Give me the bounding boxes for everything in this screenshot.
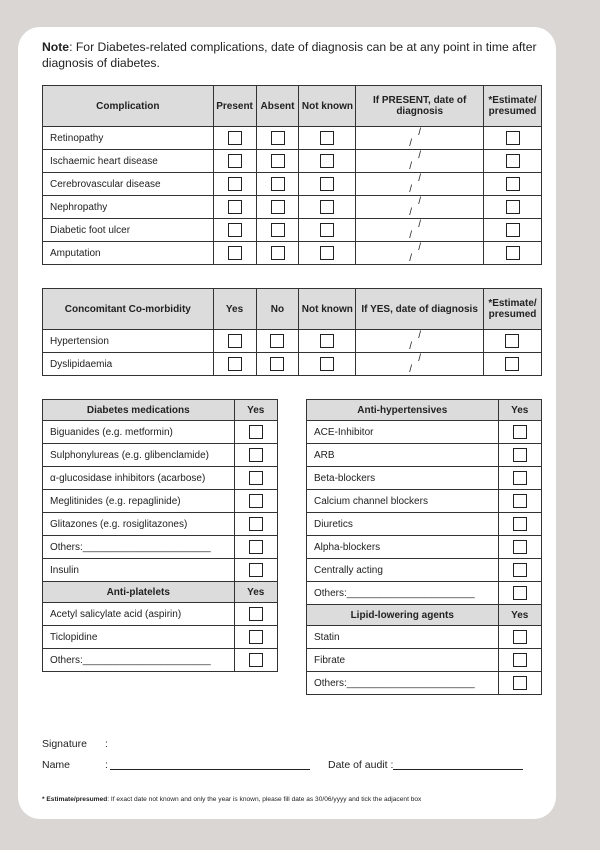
name-field[interactable] — [110, 769, 310, 770]
medication-label: Calcium channel blockers — [307, 490, 499, 513]
yes-checkbox[interactable] — [249, 448, 263, 462]
table-row — [43, 242, 542, 265]
col-yes: Yes — [498, 400, 541, 421]
col-not-known: Not known — [299, 86, 356, 127]
not-known-checkbox[interactable] — [320, 334, 334, 348]
footnote: * Estimate/presumed: If exact date not known and only the year is known, please fill date as 30/06/yyyy and tick the adjacent box — [42, 796, 422, 803]
medication-label: Ticlopidine — [43, 626, 235, 649]
row-label: Hypertension — [43, 330, 214, 353]
estimate-checkbox[interactable] — [506, 223, 520, 237]
present-checkbox[interactable] — [228, 223, 242, 237]
date-entry[interactable]: // — [409, 150, 422, 172]
col-comorbidity: Concomitant Co-morbidity — [43, 289, 214, 330]
yes-checkbox[interactable] — [249, 563, 263, 577]
yes-checkbox[interactable] — [249, 607, 263, 621]
section-header — [307, 400, 542, 421]
medication-label: Others:_______________________ — [307, 672, 499, 695]
section-title: Anti-platelets — [43, 582, 235, 603]
yes-checkbox[interactable] — [249, 630, 263, 644]
table-row — [43, 127, 542, 150]
row-label: Retinopathy — [43, 127, 214, 150]
comorbidity-table — [42, 288, 542, 376]
medication-label: α-glucosidase inhibitors (acarbose) — [43, 467, 235, 490]
row-label: Cerebrovascular disease — [43, 173, 214, 196]
note-text: Note: For Diabetes-related complications, date of diagnosis can be at any point in time after diagnosis of diabetes. — [42, 40, 537, 70]
table-row — [43, 536, 278, 559]
yes-checkbox[interactable] — [513, 540, 527, 554]
complications-table — [42, 85, 542, 265]
section-title: Anti-hypertensives — [307, 400, 499, 421]
table-row — [43, 559, 278, 582]
col-yes: Yes — [234, 400, 277, 421]
col-yes: Yes — [498, 605, 541, 626]
medication-label: Alpha-blockers — [307, 536, 499, 559]
not-known-checkbox[interactable] — [320, 223, 334, 237]
date-entry[interactable]: // — [409, 196, 422, 218]
yes-checkbox[interactable] — [249, 425, 263, 439]
no-checkbox[interactable] — [270, 334, 284, 348]
absent-checkbox[interactable] — [271, 246, 285, 260]
col-absent: Absent — [256, 86, 299, 127]
yes-checkbox[interactable] — [228, 357, 242, 371]
present-checkbox[interactable] — [228, 246, 242, 260]
col-estimate: *Estimate/ presumed — [483, 289, 541, 330]
table-row — [43, 603, 278, 626]
yes-checkbox[interactable] — [513, 448, 527, 462]
estimate-checkbox[interactable] — [506, 246, 520, 260]
yes-checkbox[interactable] — [513, 494, 527, 508]
not-known-checkbox[interactable] — [320, 246, 334, 260]
table-row — [43, 219, 542, 242]
table-row — [43, 444, 278, 467]
medication-label: Biguanides (e.g. metformin) — [43, 421, 235, 444]
col-yes: Yes — [234, 582, 277, 603]
date-entry[interactable]: // — [409, 330, 422, 352]
table-row — [307, 513, 542, 536]
diabetes-medications-table — [42, 399, 278, 672]
section-header — [43, 582, 278, 603]
yes-checkbox[interactable] — [513, 471, 527, 485]
row-label: Diabetic foot ulcer — [43, 219, 214, 242]
yes-checkbox[interactable] — [249, 494, 263, 508]
estimate-checkbox[interactable] — [505, 357, 519, 371]
antihypertensives-table — [306, 399, 542, 695]
yes-checkbox[interactable] — [249, 653, 263, 667]
absent-checkbox[interactable] — [271, 177, 285, 191]
medication-label: Acetyl salicylate acid (aspirin) — [43, 603, 235, 626]
date-entry[interactable]: // — [409, 219, 422, 241]
medication-label: Diuretics — [307, 513, 499, 536]
not-known-checkbox[interactable] — [320, 200, 334, 214]
estimate-checkbox[interactable] — [506, 131, 520, 145]
date-entry[interactable]: // — [409, 173, 422, 195]
medication-label: Beta-blockers — [307, 467, 499, 490]
table-row — [43, 490, 278, 513]
absent-checkbox[interactable] — [271, 131, 285, 145]
date-of-audit-field[interactable] — [393, 769, 523, 770]
table-row — [43, 150, 542, 173]
estimate-checkbox[interactable] — [505, 334, 519, 348]
table-row — [43, 421, 278, 444]
table-row — [307, 626, 542, 649]
not-known-checkbox[interactable] — [320, 131, 334, 145]
table-row — [43, 353, 542, 376]
absent-checkbox[interactable] — [271, 200, 285, 214]
col-date-diagnosis: If YES, date of diagnosis — [356, 289, 484, 330]
medication-label: Others:_______________________ — [307, 582, 499, 605]
section-title: Lipid-lowering agents — [307, 605, 499, 626]
yes-checkbox[interactable] — [228, 334, 242, 348]
col-present: Present — [213, 86, 256, 127]
date-entry[interactable]: // — [409, 127, 422, 149]
absent-checkbox[interactable] — [271, 154, 285, 168]
yes-checkbox[interactable] — [513, 630, 527, 644]
yes-checkbox[interactable] — [513, 653, 527, 667]
not-known-checkbox[interactable] — [320, 177, 334, 191]
yes-checkbox[interactable] — [249, 517, 263, 531]
table-row — [43, 173, 542, 196]
section-header — [307, 605, 542, 626]
col-no: No — [256, 289, 299, 330]
yes-checkbox[interactable] — [249, 540, 263, 554]
table-row — [43, 649, 278, 672]
medication-label: ARB — [307, 444, 499, 467]
table-row — [43, 467, 278, 490]
date-entry[interactable]: // — [409, 353, 422, 375]
col-not-known: Not known — [299, 289, 356, 330]
name-label: Name — [42, 759, 71, 771]
table-row — [307, 672, 542, 695]
table-row — [307, 649, 542, 672]
row-label: Amputation — [43, 242, 214, 265]
medication-label: Glitazones (e.g. rosiglitazones) — [43, 513, 235, 536]
present-checkbox[interactable] — [228, 200, 242, 214]
section-title: Diabetes medications — [43, 400, 235, 421]
yes-checkbox[interactable] — [513, 563, 527, 577]
medication-label: Insulin — [43, 559, 235, 582]
medication-label: ACE-Inhibitor — [307, 421, 499, 444]
section-header — [43, 400, 278, 421]
table-row — [43, 330, 542, 353]
date-of-audit-label: Date of audit : — [328, 759, 394, 771]
medication-label: Meglitinides (e.g. repaglinide) — [43, 490, 235, 513]
estimate-checkbox[interactable] — [506, 154, 520, 168]
yes-checkbox[interactable] — [513, 586, 527, 600]
medication-label: Statin — [307, 626, 499, 649]
row-label: Nephropathy — [43, 196, 214, 219]
row-label: Dyslipidaemia — [43, 353, 214, 376]
table-row — [307, 536, 542, 559]
table-row — [307, 421, 542, 444]
date-entry[interactable]: // — [409, 242, 422, 264]
present-checkbox[interactable] — [228, 154, 242, 168]
yes-checkbox[interactable] — [513, 425, 527, 439]
table-row — [43, 513, 278, 536]
yes-checkbox[interactable] — [513, 517, 527, 531]
present-checkbox[interactable] — [228, 131, 242, 145]
table-row — [43, 196, 542, 219]
not-known-checkbox[interactable] — [320, 154, 334, 168]
table-row — [307, 467, 542, 490]
row-label: Ischaemic heart disease — [43, 150, 214, 173]
name-colon: : — [105, 759, 108, 771]
medication-label: Others:_______________________ — [43, 536, 235, 559]
table-row — [307, 444, 542, 467]
medication-label: Fibrate — [307, 649, 499, 672]
signature-label: Signature — [42, 738, 87, 750]
col-date-diagnosis: If PRESENT, date of diagnosis — [356, 86, 484, 127]
medication-label: Sulphonylureas (e.g. glibenclamide) — [43, 444, 235, 467]
yes-checkbox[interactable] — [513, 676, 527, 690]
medication-label: Others:_______________________ — [43, 649, 235, 672]
estimate-checkbox[interactable] — [506, 177, 520, 191]
no-checkbox[interactable] — [270, 357, 284, 371]
table-row — [43, 626, 278, 649]
col-complication: Complication — [43, 86, 214, 127]
yes-checkbox[interactable] — [249, 471, 263, 485]
table-row — [307, 582, 542, 605]
medication-label: Centrally acting — [307, 559, 499, 582]
not-known-checkbox[interactable] — [320, 357, 334, 371]
signature-colon: : — [105, 738, 108, 750]
present-checkbox[interactable] — [228, 177, 242, 191]
absent-checkbox[interactable] — [271, 223, 285, 237]
form-page — [18, 27, 556, 819]
col-yes: Yes — [213, 289, 256, 330]
table-row — [307, 490, 542, 513]
col-estimate: *Estimate/ presumed — [484, 86, 542, 127]
table-row — [307, 559, 542, 582]
estimate-checkbox[interactable] — [506, 200, 520, 214]
